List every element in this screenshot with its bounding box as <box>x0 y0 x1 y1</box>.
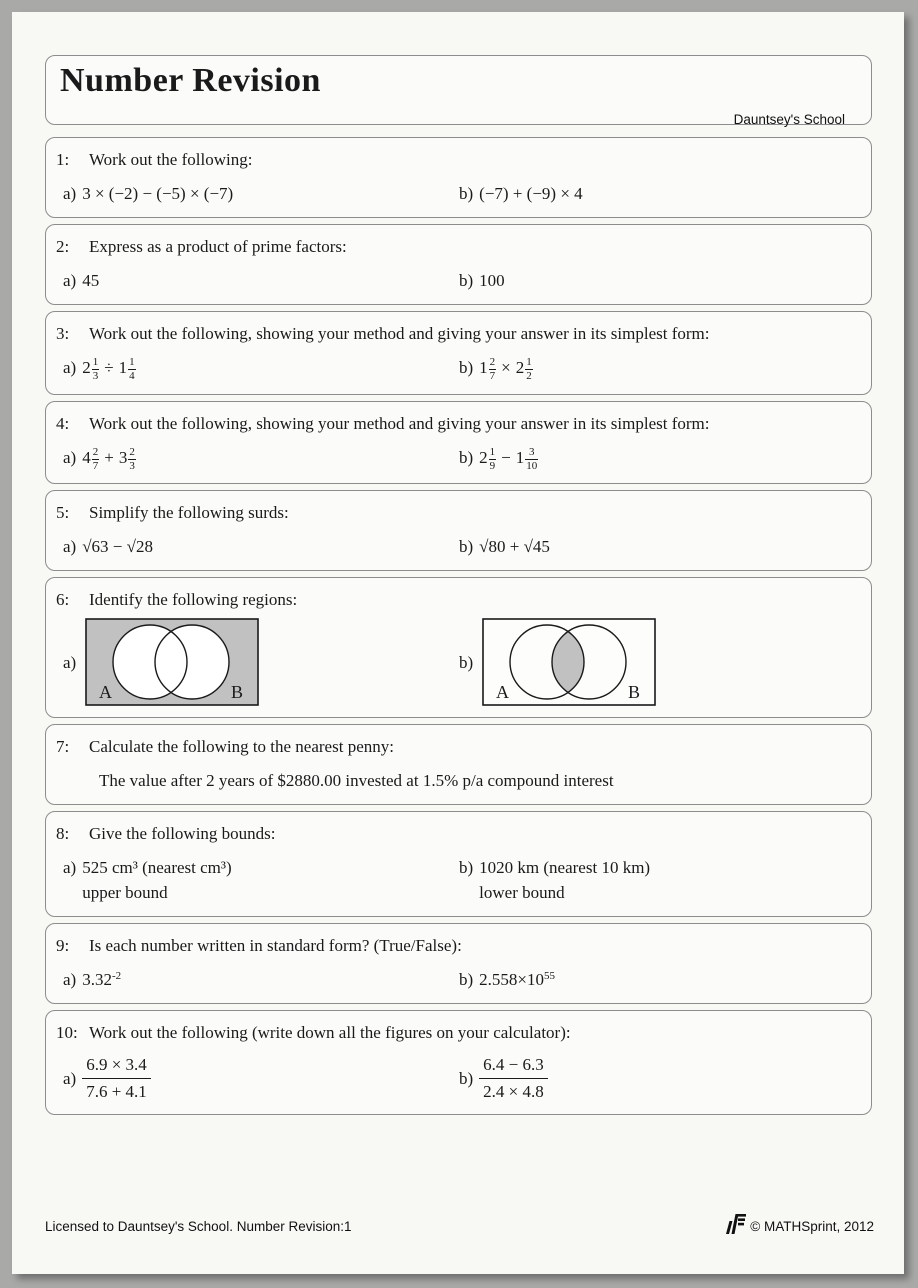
question-3 <box>45 311 872 395</box>
question-2-part-b <box>459 268 855 293</box>
part-a-label: a) <box>63 652 77 672</box>
venn-diagram-outside-shaded <box>85 618 259 706</box>
question-1-number: 1: <box>56 150 70 169</box>
question-4-part-b <box>459 445 855 473</box>
venn-label-a: A <box>99 682 113 703</box>
question-9-part-a <box>63 967 459 992</box>
question-3-part-b <box>459 355 855 383</box>
question-8-prompt: Give the following bounds: <box>89 824 276 844</box>
part-b-expression: 100 <box>479 271 505 290</box>
part-b-label: b) <box>459 858 474 878</box>
venn-label-a: A <box>496 682 510 703</box>
mixed-fraction: $\frac{2}{7}$ <box>489 356 496 382</box>
question-4-part-a <box>63 445 459 473</box>
question-2-prompt: Express as a product of prime factors: <box>89 237 347 256</box>
part-a-expression: 4 $\frac{2}{7}$ + 3 $\frac{2}{3}$ <box>82 446 135 472</box>
question-2-part-a <box>63 268 459 293</box>
mixed-fraction: $\frac{2}{3}$ <box>129 446 135 472</box>
mixed-fraction: $\frac{1}{3}$ <box>92 356 99 382</box>
part-b-expression: $2.558\times 10^{55}$ <box>479 970 556 990</box>
question-4-prompt: Work out the following, showing your method and giving your answer in its simplest form: <box>89 413 710 433</box>
question-5-part-a <box>63 534 459 559</box>
question-7 <box>45 724 872 805</box>
question-5 <box>45 490 872 571</box>
part-b-label: b) <box>459 271 474 290</box>
part-b-label: b) <box>459 970 474 990</box>
question-2-number: 2: <box>56 237 70 256</box>
question-7-number: 7: <box>56 737 70 757</box>
part-a-label: a) <box>63 447 77 467</box>
part-b-label: b) <box>459 358 474 377</box>
question-3-part-a <box>63 355 459 383</box>
question-3-prompt: Work out the following, showing your method and giving your answer in its simplest form: <box>89 324 710 343</box>
question-9-part-b <box>459 967 855 992</box>
school-name: Dauntsey's School <box>733 112 845 127</box>
page-footer <box>45 1212 874 1234</box>
part-b-text: 1020 km (nearest 10 km) lower bound <box>479 858 651 903</box>
question-9-prompt: Is each number written in standard form? (True/False): <box>89 936 462 956</box>
question-6-number: 6: <box>56 590 70 610</box>
part-a-expression: √63 − √28 <box>82 537 153 557</box>
question-7-body: The value after 2 years of $2880.00 invested at 1.5% p/a compound interest <box>99 771 614 791</box>
mathsprint-logo-icon <box>725 1212 747 1235</box>
part-b-expression: √80 + √45 <box>479 537 550 557</box>
title-box <box>45 55 872 125</box>
question-10-part-a <box>63 1054 459 1103</box>
question-7-prompt: Calculate the following to the nearest penny: <box>89 737 394 757</box>
part-b-fraction: 6.4 − 6.3 2.4 × 4.8 <box>479 1054 548 1103</box>
question-9-number: 9: <box>56 936 70 956</box>
part-b-label: b) <box>459 447 474 467</box>
part-b-expression: (−7) + (−9) × 4 <box>479 184 583 203</box>
part-a-expression: $3.32^{-2}$ <box>82 970 122 990</box>
venn-diagram-intersection-shaded <box>482 618 656 706</box>
question-6-part-b <box>459 618 855 706</box>
mixed-fraction: $\frac{1}{2}$ <box>526 356 532 382</box>
question-9 <box>45 923 872 1004</box>
mixed-fraction: $\frac{1}{4}$ <box>129 356 135 382</box>
venn-label-b: B <box>231 682 244 703</box>
question-4 <box>45 401 872 485</box>
question-10 <box>45 1010 872 1115</box>
question-8-number: 8: <box>56 824 70 844</box>
question-3-number: 3: <box>56 324 70 343</box>
question-5-prompt: Simplify the following surds: <box>89 503 289 523</box>
mixed-fraction: $\frac{3}{10}$ <box>526 446 538 472</box>
question-6-part-a <box>63 618 459 706</box>
part-a-expression: 45 <box>82 271 100 290</box>
part-b-label: b) <box>459 652 474 672</box>
question-1-part-a <box>63 181 459 206</box>
part-a-fraction: 6.9 × 3.4 7.6 + 4.1 <box>82 1054 151 1103</box>
part-a-label: a) <box>63 184 77 203</box>
part-a-label: a) <box>63 858 77 878</box>
part-a-label: a) <box>63 358 77 377</box>
question-10-prompt: Work out the following (write down all the figures on your calculator): <box>89 1023 571 1043</box>
part-b-label: b) <box>459 1069 474 1089</box>
question-8 <box>45 811 872 917</box>
part-a-expression: 3 × (−2) − (−5) × (−7) <box>82 184 234 203</box>
question-5-number: 5: <box>56 503 70 523</box>
part-b-label: b) <box>459 537 474 557</box>
credit-text: © MATHSprint, 2012 <box>750 1219 874 1234</box>
part-b-expression: 2 $\frac{1}{9}$ − 1 $\frac{3}{10}$ <box>479 446 538 472</box>
question-10-part-b <box>459 1054 855 1103</box>
venn-label-b: B <box>628 682 641 703</box>
question-2 <box>45 224 872 305</box>
mixed-fraction: $\frac{1}{9}$ <box>489 446 496 472</box>
worksheet-page <box>12 12 904 1274</box>
question-5-part-b <box>459 534 855 559</box>
part-a-label: a) <box>63 1069 77 1089</box>
part-a-expression: 2 $\frac{1}{3}$ ÷ 1 $\frac{1}{4}$ <box>82 356 135 382</box>
question-4-number: 4: <box>56 413 70 433</box>
question-8-part-b <box>459 855 855 905</box>
part-a-label: a) <box>63 970 77 990</box>
part-a-label: a) <box>63 537 77 557</box>
part-a-label: a) <box>63 271 77 290</box>
part-b-label: b) <box>459 184 474 203</box>
license-text: Licensed to Dauntsey's School. Number Revision:1 <box>45 1219 352 1234</box>
question-1 <box>45 137 872 218</box>
question-8-part-a <box>63 855 459 905</box>
page-title: Number Revision <box>60 62 321 99</box>
mixed-fraction: $\frac{2}{7}$ <box>92 446 99 472</box>
credit <box>725 1212 874 1234</box>
question-1-part-b <box>459 181 855 206</box>
question-6-prompt: Identify the following regions: <box>89 590 298 610</box>
question-10-number: 10: <box>56 1023 78 1043</box>
question-1-prompt: Work out the following: <box>89 150 253 169</box>
part-b-expression: 1 $\frac{2}{7}$ × 2 $\frac{1}{2}$ <box>479 356 532 382</box>
part-a-text: 525 cm³ (nearest cm³) upper bound <box>82 858 232 903</box>
question-6 <box>45 577 872 718</box>
